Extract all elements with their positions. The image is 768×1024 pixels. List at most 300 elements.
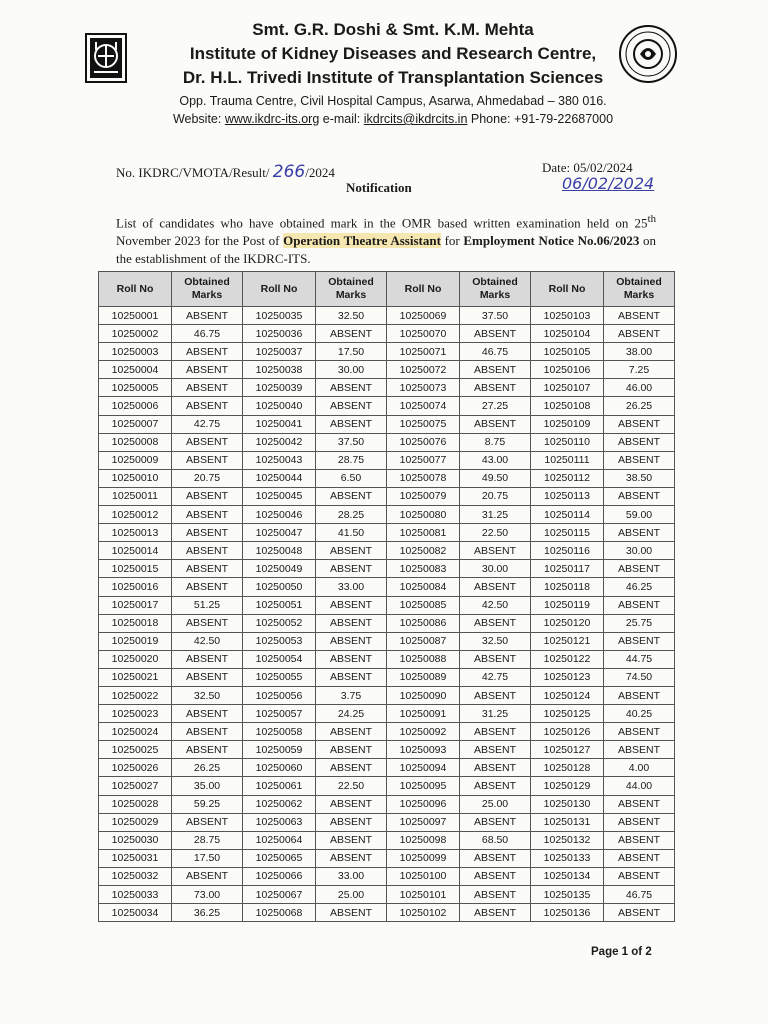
roll-no-cell: 10250111	[531, 451, 604, 469]
roll-no-cell: 10250073	[387, 379, 460, 397]
table-row	[99, 650, 675, 668]
roll-no-cell: 10250010	[99, 469, 172, 487]
roll-no-cell: 10250083	[387, 560, 460, 578]
marks-cell: ABSENT	[604, 307, 675, 325]
marks-cell: ABSENT	[460, 379, 531, 397]
roll-no-cell: 10250056	[243, 686, 316, 704]
employment-notice: Employment Notice No.06/2023	[463, 233, 640, 249]
marks-cell: 8.75	[460, 433, 531, 451]
marks-cell: ABSENT	[316, 723, 387, 741]
marks-cell: ABSENT	[316, 560, 387, 578]
roll-no-cell: 10250024	[99, 723, 172, 741]
marks-cell: 40.25	[604, 705, 675, 723]
roll-no-cell: 10250067	[243, 886, 316, 904]
roll-no-cell: 10250068	[243, 904, 316, 922]
table-row	[99, 325, 675, 343]
roll-no-cell: 10250094	[387, 759, 460, 777]
roll-no-cell: 10250084	[387, 578, 460, 596]
marks-cell: ABSENT	[460, 723, 531, 741]
institute-address: Opp. Trauma Centre, Civil Hospital Campus, Asarwa, Ahmedabad – 380 016.	[179, 94, 607, 108]
marks-cell: ABSENT	[172, 397, 243, 415]
marks-cell: 17.50	[172, 849, 243, 867]
roll-no-cell: 10250126	[531, 723, 604, 741]
roll-no-cell: 10250122	[531, 650, 604, 668]
roll-no-cell: 10250044	[243, 469, 316, 487]
roll-no-cell: 10250019	[99, 632, 172, 650]
table-row	[99, 867, 675, 885]
institute-name-line3: Dr. H.L. Trivedi Institute of Transplantation Sciences	[182, 68, 604, 87]
marks-cell: ABSENT	[172, 524, 243, 542]
marks-cell: ABSENT	[604, 433, 675, 451]
roll-no-cell: 10250087	[387, 632, 460, 650]
roll-no-cell: 10250023	[99, 705, 172, 723]
roll-no-cell: 10250025	[99, 741, 172, 759]
table-header-row	[99, 272, 675, 307]
roll-no-cell: 10250003	[99, 343, 172, 361]
marks-cell: 26.25	[604, 397, 675, 415]
roll-no-cell: 10250006	[99, 397, 172, 415]
marks-cell: ABSENT	[172, 506, 243, 524]
table-row	[99, 614, 675, 632]
roll-no-cell: 10250051	[243, 596, 316, 614]
marks-cell: 73.00	[172, 886, 243, 904]
roll-no-cell: 10250128	[531, 759, 604, 777]
roll-no-cell: 10250063	[243, 813, 316, 831]
marks-cell: ABSENT	[316, 415, 387, 433]
roll-no-cell: 10250082	[387, 542, 460, 560]
table-row	[99, 813, 675, 831]
roll-no-cell: 10250115	[531, 524, 604, 542]
roll-no-cell: 10250120	[531, 614, 604, 632]
roll-no-cell: 10250047	[243, 524, 316, 542]
roll-no-cell: 10250090	[387, 686, 460, 704]
roll-no-cell: 10250077	[387, 451, 460, 469]
roll-no-cell: 10250118	[531, 578, 604, 596]
roll-no-cell: 10250134	[531, 867, 604, 885]
marks-cell: ABSENT	[316, 813, 387, 831]
table-row	[99, 451, 675, 469]
roll-no-cell: 10250041	[243, 415, 316, 433]
marks-cell: 41.50	[316, 524, 387, 542]
roll-no-cell: 10250048	[243, 542, 316, 560]
letterhead	[0, 18, 768, 128]
marks-cell: ABSENT	[316, 596, 387, 614]
marks-cell: 3.75	[316, 686, 387, 704]
intro-text-1: List of candidates who have obtained mark in the OMR based written examination held on 25	[116, 215, 648, 231]
marks-cell: 51.25	[172, 596, 243, 614]
roll-no-cell: 10250071	[387, 343, 460, 361]
marks-cell: ABSENT	[604, 325, 675, 343]
roll-no-cell: 10250127	[531, 741, 604, 759]
marks-cell: 37.50	[460, 307, 531, 325]
table-row	[99, 849, 675, 867]
marks-cell: ABSENT	[604, 795, 675, 813]
roll-no-cell: 10250116	[531, 542, 604, 560]
marks-cell: ABSENT	[604, 560, 675, 578]
roll-no-cell: 10250035	[243, 307, 316, 325]
marks-cell: 26.25	[172, 759, 243, 777]
marks-cell: ABSENT	[172, 307, 243, 325]
results-table	[98, 271, 675, 922]
marks-cell: ABSENT	[172, 433, 243, 451]
marks-cell: ABSENT	[604, 415, 675, 433]
marks-cell: ABSENT	[316, 795, 387, 813]
roll-no-cell: 10250001	[99, 307, 172, 325]
table-row	[99, 415, 675, 433]
marks-cell: ABSENT	[172, 379, 243, 397]
marks-cell: ABSENT	[172, 867, 243, 885]
roll-no-cell: 10250112	[531, 469, 604, 487]
roll-no-cell: 10250101	[387, 886, 460, 904]
table-row	[99, 578, 675, 596]
marks-cell: ABSENT	[316, 904, 387, 922]
roll-no-cell: 10250099	[387, 849, 460, 867]
marks-cell: ABSENT	[460, 686, 531, 704]
roll-no-cell: 10250076	[387, 433, 460, 451]
marks-cell: 20.75	[460, 487, 531, 505]
roll-no-cell: 10250102	[387, 904, 460, 922]
roll-no-cell: 10250013	[99, 524, 172, 542]
roll-no-cell: 10250129	[531, 777, 604, 795]
roll-no-cell: 10250058	[243, 723, 316, 741]
marks-cell: ABSENT	[460, 886, 531, 904]
marks-cell: 17.50	[316, 343, 387, 361]
roll-no-cell: 10250018	[99, 614, 172, 632]
roll-no-cell: 10250022	[99, 686, 172, 704]
marks-cell: 25.00	[316, 886, 387, 904]
date-handwritten: 06/02/2024	[562, 174, 655, 193]
marks-cell: 46.75	[172, 325, 243, 343]
marks-cell: 43.00	[460, 451, 531, 469]
roll-no-cell: 10250033	[99, 886, 172, 904]
marks-cell: ABSENT	[316, 650, 387, 668]
roll-no-cell: 10250055	[243, 668, 316, 686]
marks-cell: 42.75	[172, 415, 243, 433]
roll-no-cell: 10250032	[99, 867, 172, 885]
roll-no-cell: 10250130	[531, 795, 604, 813]
table-row	[99, 741, 675, 759]
roll-no-cell: 10250117	[531, 560, 604, 578]
table-row	[99, 506, 675, 524]
roll-no-cell: 10250043	[243, 451, 316, 469]
marks-cell: 24.25	[316, 705, 387, 723]
marks-cell: ABSENT	[316, 668, 387, 686]
marks-cell: ABSENT	[460, 415, 531, 433]
marks-cell: 36.25	[172, 904, 243, 922]
roll-no-cell: 10250008	[99, 433, 172, 451]
marks-cell: ABSENT	[604, 451, 675, 469]
table-row	[99, 831, 675, 849]
table-row	[99, 560, 675, 578]
post-name: Operation Theatre Assistant	[283, 233, 441, 249]
roll-no-cell: 10250123	[531, 668, 604, 686]
table-row	[99, 433, 675, 451]
col-obtained-marks: Obtained Marks	[172, 272, 243, 307]
marks-cell: ABSENT	[460, 325, 531, 343]
marks-cell: ABSENT	[460, 904, 531, 922]
marks-cell: ABSENT	[172, 578, 243, 596]
marks-cell: 33.00	[316, 578, 387, 596]
marks-cell: 38.50	[604, 469, 675, 487]
marks-cell: 27.25	[460, 397, 531, 415]
roll-no-cell: 10250038	[243, 361, 316, 379]
roll-no-cell: 10250100	[387, 867, 460, 885]
reference-number	[116, 162, 335, 182]
roll-no-cell: 10250091	[387, 705, 460, 723]
col-roll-no: Roll No	[531, 272, 604, 307]
marks-cell: 33.00	[316, 867, 387, 885]
roll-no-cell: 10250135	[531, 886, 604, 904]
roll-no-cell: 10250075	[387, 415, 460, 433]
marks-cell: ABSENT	[604, 596, 675, 614]
table-row	[99, 524, 675, 542]
roll-no-cell: 10250078	[387, 469, 460, 487]
roll-no-cell: 10250036	[243, 325, 316, 343]
institute-name-line2: Institute of Kidney Diseases and Research Centre,	[189, 44, 597, 63]
marks-cell: 28.25	[316, 506, 387, 524]
roll-no-cell: 10250108	[531, 397, 604, 415]
roll-no-cell: 10250132	[531, 831, 604, 849]
roll-no-cell: 10250070	[387, 325, 460, 343]
marks-cell: ABSENT	[316, 614, 387, 632]
roll-no-cell: 10250017	[99, 596, 172, 614]
roll-no-cell: 10250046	[243, 506, 316, 524]
table-row	[99, 379, 675, 397]
roll-no-cell: 10250052	[243, 614, 316, 632]
table-row	[99, 795, 675, 813]
roll-no-cell: 10250133	[531, 849, 604, 867]
roll-no-cell: 10250027	[99, 777, 172, 795]
table-row	[99, 723, 675, 741]
roll-no-cell: 10250029	[99, 813, 172, 831]
ref-suffix: /2024	[305, 165, 335, 180]
phone-text: Phone: +91-79-22687000	[467, 112, 614, 126]
roll-no-cell: 10250105	[531, 343, 604, 361]
roll-no-cell: 10250114	[531, 506, 604, 524]
marks-cell: 46.75	[604, 886, 675, 904]
marks-cell: ABSENT	[460, 777, 531, 795]
roll-no-cell: 10250103	[531, 307, 604, 325]
intro-text-2: November 2023 for the Post of	[116, 233, 284, 249]
marks-cell: ABSENT	[604, 867, 675, 885]
roll-no-cell: 10250009	[99, 451, 172, 469]
marks-cell: 32.50	[460, 632, 531, 650]
ref-prefix: No. IKDRC/VMOTA/Result/	[116, 165, 270, 180]
roll-no-cell: 10250086	[387, 614, 460, 632]
marks-cell: 32.50	[172, 686, 243, 704]
roll-no-cell: 10250062	[243, 795, 316, 813]
notification-title: Notification	[346, 180, 412, 195]
col-obtained-marks: Obtained Marks	[460, 272, 531, 307]
marks-cell: ABSENT	[604, 849, 675, 867]
roll-no-cell: 10250065	[243, 849, 316, 867]
roll-no-cell: 10250088	[387, 650, 460, 668]
roll-no-cell: 10250002	[99, 325, 172, 343]
marks-cell: 30.00	[460, 560, 531, 578]
roll-no-cell: 10250014	[99, 542, 172, 560]
roll-no-cell: 10250060	[243, 759, 316, 777]
roll-no-cell: 10250011	[99, 487, 172, 505]
marks-cell: 59.25	[172, 795, 243, 813]
roll-no-cell: 10250079	[387, 487, 460, 505]
table-row	[99, 886, 675, 904]
marks-cell: ABSENT	[460, 849, 531, 867]
marks-cell: ABSENT	[604, 831, 675, 849]
table-row	[99, 686, 675, 704]
marks-cell: ABSENT	[604, 904, 675, 922]
roll-no-cell: 10250131	[531, 813, 604, 831]
marks-cell: ABSENT	[604, 524, 675, 542]
marks-cell: ABSENT	[460, 867, 531, 885]
marks-cell: ABSENT	[172, 542, 243, 560]
marks-cell: ABSENT	[604, 686, 675, 704]
roll-no-cell: 10250098	[387, 831, 460, 849]
marks-cell: 49.50	[460, 469, 531, 487]
roll-no-cell: 10250049	[243, 560, 316, 578]
table-row	[99, 668, 675, 686]
marks-cell: 42.50	[460, 596, 531, 614]
marks-cell: 22.50	[460, 524, 531, 542]
website-link[interactable]: www.ikdrc-its.org	[224, 112, 320, 126]
roll-no-cell: 10250020	[99, 650, 172, 668]
marks-cell: 22.50	[316, 777, 387, 795]
roll-no-cell: 10250107	[531, 379, 604, 397]
marks-cell: ABSENT	[316, 379, 387, 397]
marks-cell: ABSENT	[316, 759, 387, 777]
table-row	[99, 542, 675, 560]
marks-cell: 42.75	[460, 668, 531, 686]
intro-text-3: for	[440, 233, 464, 249]
roll-no-cell: 10250064	[243, 831, 316, 849]
roll-no-cell: 10250066	[243, 867, 316, 885]
roll-no-cell: 10250113	[531, 487, 604, 505]
marks-cell: ABSENT	[460, 361, 531, 379]
table-row	[99, 307, 675, 325]
marks-cell: 74.50	[604, 668, 675, 686]
marks-cell: 25.75	[604, 614, 675, 632]
roll-no-cell: 10250007	[99, 415, 172, 433]
table-row	[99, 487, 675, 505]
marks-cell: 46.75	[460, 343, 531, 361]
marks-cell: ABSENT	[460, 650, 531, 668]
roll-no-cell: 10250092	[387, 723, 460, 741]
marks-cell: ABSENT	[460, 759, 531, 777]
table-row	[99, 904, 675, 922]
roll-no-cell: 10250085	[387, 596, 460, 614]
marks-cell: ABSENT	[460, 578, 531, 596]
email-link[interactable]: ikdrcits@ikdrcits.in	[363, 112, 468, 126]
roll-no-cell: 10250125	[531, 705, 604, 723]
marks-cell: ABSENT	[172, 668, 243, 686]
marks-cell: ABSENT	[460, 614, 531, 632]
roll-no-cell: 10250015	[99, 560, 172, 578]
roll-no-cell: 10250005	[99, 379, 172, 397]
intro-paragraph	[116, 210, 656, 268]
marks-cell: ABSENT	[316, 325, 387, 343]
marks-cell: ABSENT	[316, 487, 387, 505]
roll-no-cell: 10250026	[99, 759, 172, 777]
results-table-body	[99, 307, 675, 922]
roll-no-cell: 10250004	[99, 361, 172, 379]
marks-cell: ABSENT	[172, 343, 243, 361]
marks-cell: ABSENT	[316, 831, 387, 849]
roll-no-cell: 10250095	[387, 777, 460, 795]
table-row	[99, 596, 675, 614]
marks-cell: 68.50	[460, 831, 531, 849]
table-row	[99, 632, 675, 650]
marks-cell: 42.50	[172, 632, 243, 650]
table-row	[99, 343, 675, 361]
roll-no-cell: 10250109	[531, 415, 604, 433]
marks-cell: ABSENT	[172, 741, 243, 759]
table-row	[99, 361, 675, 379]
marks-cell: ABSENT	[172, 723, 243, 741]
marks-cell: 31.25	[460, 705, 531, 723]
marks-cell: ABSENT	[172, 560, 243, 578]
roll-no-cell: 10250050	[243, 578, 316, 596]
marks-cell: 46.25	[604, 578, 675, 596]
roll-no-cell: 10250072	[387, 361, 460, 379]
table-row	[99, 705, 675, 723]
marks-cell: ABSENT	[604, 487, 675, 505]
marks-cell: ABSENT	[460, 542, 531, 560]
marks-cell: ABSENT	[172, 614, 243, 632]
roll-no-cell: 10250045	[243, 487, 316, 505]
roll-no-cell: 10250042	[243, 433, 316, 451]
marks-cell: ABSENT	[604, 723, 675, 741]
col-roll-no: Roll No	[387, 272, 460, 307]
roll-no-cell: 10250097	[387, 813, 460, 831]
website-label: Website:	[172, 112, 225, 126]
roll-no-cell: 10250031	[99, 849, 172, 867]
col-obtained-marks: Obtained Marks	[604, 272, 675, 307]
marks-cell: 44.75	[604, 650, 675, 668]
roll-no-cell: 10250124	[531, 686, 604, 704]
roll-no-cell: 10250081	[387, 524, 460, 542]
roll-no-cell: 10250053	[243, 632, 316, 650]
marks-cell: ABSENT	[316, 542, 387, 560]
marks-cell: ABSENT	[604, 632, 675, 650]
marks-cell: ABSENT	[172, 487, 243, 505]
marks-cell: ABSENT	[460, 813, 531, 831]
date-printed: Date: 05/02/2024	[542, 160, 633, 175]
roll-no-cell: 10250034	[99, 904, 172, 922]
roll-no-cell: 10250030	[99, 831, 172, 849]
roll-no-cell: 10250080	[387, 506, 460, 524]
roll-no-cell: 10250106	[531, 361, 604, 379]
marks-cell: 7.25	[604, 361, 675, 379]
table-row	[99, 777, 675, 795]
marks-cell: 30.00	[316, 361, 387, 379]
marks-cell: ABSENT	[316, 632, 387, 650]
marks-cell: 25.00	[460, 795, 531, 813]
roll-no-cell: 10250089	[387, 668, 460, 686]
marks-cell: 28.75	[316, 451, 387, 469]
marks-cell: ABSENT	[316, 849, 387, 867]
roll-no-cell: 10250061	[243, 777, 316, 795]
roll-no-cell: 10250074	[387, 397, 460, 415]
marks-cell: ABSENT	[172, 361, 243, 379]
roll-no-cell: 10250039	[243, 379, 316, 397]
roll-no-cell: 10250054	[243, 650, 316, 668]
institute-name-line1: Smt. G.R. Doshi & Smt. K.M. Mehta	[252, 20, 534, 39]
marks-cell: 46.00	[604, 379, 675, 397]
table-row	[99, 469, 675, 487]
marks-cell: 44.00	[604, 777, 675, 795]
roll-no-cell: 10250096	[387, 795, 460, 813]
roll-no-cell: 10250012	[99, 506, 172, 524]
marks-cell: ABSENT	[604, 813, 675, 831]
